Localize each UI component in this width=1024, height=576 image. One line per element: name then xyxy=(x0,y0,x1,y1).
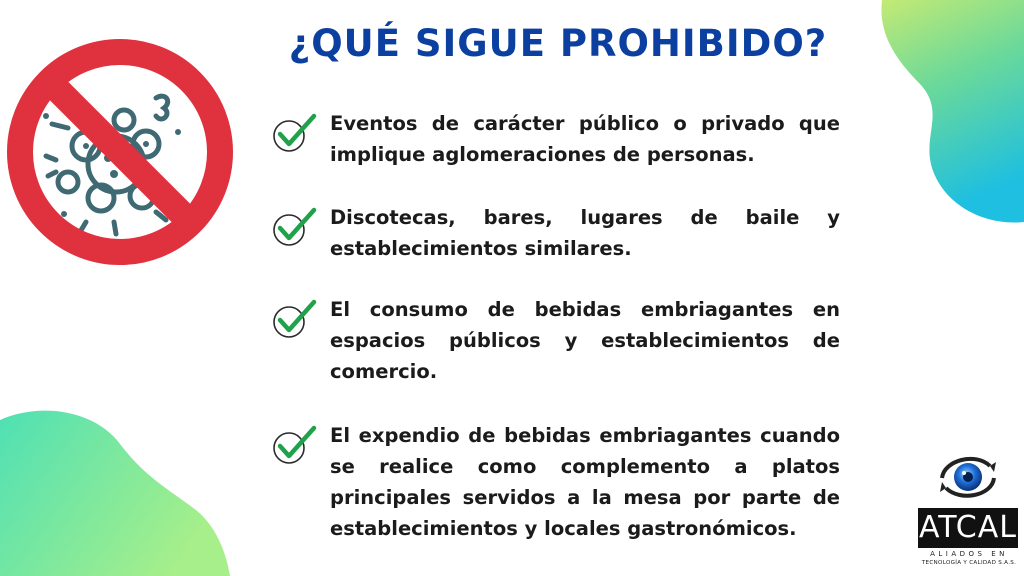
atcal-logo xyxy=(916,452,1020,572)
item-text: Discotecas, bares, lugares de baile y establecimientos similares. xyxy=(330,206,840,260)
prohibited-virus-icon xyxy=(6,36,234,268)
checkmark-icon xyxy=(270,298,320,340)
logo-tagline-2: TECNOLOGÍA Y CALIDAD S.A.S. xyxy=(921,560,1017,566)
logo-wordmark: ATCAL xyxy=(918,508,1018,548)
checkmark-icon xyxy=(270,424,320,466)
decorative-blob-top-right xyxy=(874,0,1024,230)
item-text: Eventos de carácter público o privado que implique aglomeraciones de personas. xyxy=(330,112,840,166)
page-title: ¿QUÉ SIGUE PROHIBIDO? xyxy=(288,22,828,65)
item-text: El consumo de bebidas embriagantes en espacios públicos y establecimientos de comercio. xyxy=(330,298,840,383)
checkmark-icon xyxy=(270,112,320,154)
item-text: El expendio de bebidas embriagantes cuando se realice como complemento a platos principales servidos a la mesa por parte de establecimientos y locales gastronómicos. xyxy=(330,424,840,540)
logo-tagline: ALIADOS EN xyxy=(930,550,1008,558)
atcal-eye-logo xyxy=(936,452,1000,502)
decorative-blob-bottom-left xyxy=(0,406,230,576)
checkmark-icon xyxy=(270,206,320,248)
